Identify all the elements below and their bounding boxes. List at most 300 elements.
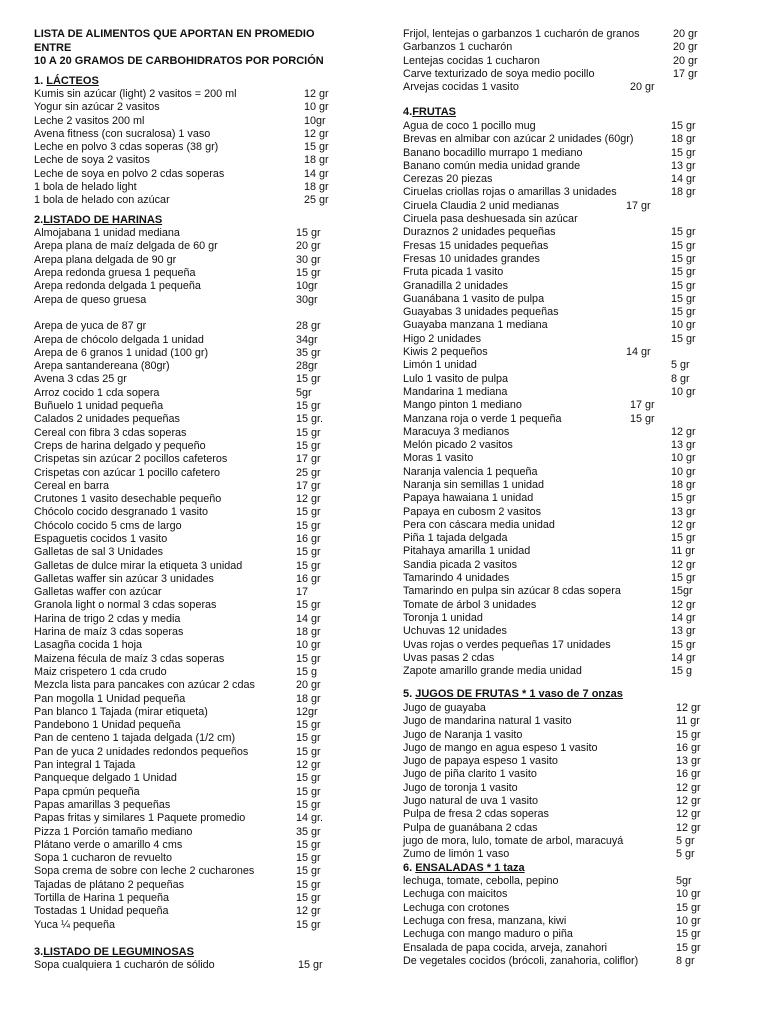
list-item (403, 280, 733, 293)
carb-amount: 16 gr (296, 572, 321, 585)
food-name: Jugo de papaya espeso 1 vasito (403, 755, 558, 768)
carb-amount: 14 gr (304, 167, 329, 180)
food-name: Guanábana 1 vasito de pulpa (403, 292, 545, 305)
list-item (403, 253, 733, 266)
list-item (403, 41, 733, 54)
food-name: Jugo de mango en agua espeso 1 vasito (403, 741, 598, 754)
list-item (34, 520, 334, 533)
list-item (34, 706, 334, 719)
list-item (403, 942, 733, 955)
list-item (403, 702, 733, 715)
food-name: Brevas en almibar con azúcar 2 unidades (60gr) (403, 133, 634, 146)
carb-amount: 13 gr (671, 159, 696, 172)
food-name: Toronja 1 unidad (403, 611, 483, 624)
food-name: Ensalada de papa cocida, arveja, zanahori (403, 941, 608, 954)
carb-amount: 10 gr (676, 888, 701, 901)
list-item (403, 120, 733, 133)
food-name: Lasagña cocida 1 hoja (34, 639, 143, 652)
food-name: Arepa redonda gruesa 1 pequeña (34, 267, 196, 280)
carb-amount: 18 gr (671, 133, 696, 146)
list-item (34, 919, 334, 932)
document-title-line: ENTRE (34, 41, 72, 54)
list-item (34, 128, 334, 141)
list-item (403, 133, 733, 146)
list-item (34, 732, 334, 745)
carb-amount: 13 gr (676, 755, 701, 768)
food-name: Cereal con fibra 3 cdas soperas (34, 426, 187, 439)
food-name: Plátano verde o amarillo 4 cms (34, 838, 183, 851)
food-name: Ciruela Claudia 2 unid medianas (403, 199, 560, 212)
list-item (34, 373, 334, 386)
list-item (403, 822, 733, 835)
food-name: Jugo de mandarina natural 1 vasito (403, 715, 572, 728)
food-name: Lechuga con crotones (403, 901, 510, 914)
list-item (34, 240, 334, 253)
document-title-line: LISTA DE ALIMENTOS QUE APORTAN EN PROMEDIO (34, 28, 315, 40)
food-name: Moras 1 vasito (403, 452, 474, 465)
food-name: Arvejas cocidas 1 vasito (403, 81, 519, 94)
food-name: Guayabas 3 unidades pequeñas (403, 306, 559, 319)
carb-amount: 28 gr (296, 320, 321, 333)
list-item (403, 808, 733, 821)
carb-amount: 15 gr (296, 227, 321, 240)
list-item (34, 427, 334, 440)
carb-amount: 20 gr (673, 41, 698, 54)
food-name: Arepa santandereana (80gr) (34, 360, 170, 373)
section-number: 4. (403, 106, 413, 119)
food-name: Arepa de chócolo delgada 1 unidad (34, 333, 204, 346)
food-name: Naranja valencia 1 pequeña (403, 465, 538, 478)
list-item (34, 533, 334, 546)
carb-amount: 15 gr (296, 865, 321, 878)
carb-amount: 30 gr (296, 253, 321, 266)
list-item (403, 639, 733, 652)
list-item (34, 599, 334, 612)
food-name: Lechuga con mango maduro o piña (403, 928, 573, 941)
list-item (34, 865, 334, 878)
list-item (403, 532, 733, 545)
carb-amount: 10 gr (296, 639, 321, 652)
carb-amount: 12 gr (304, 88, 329, 100)
food-name: Jugo de Naranja 1 vasito (403, 728, 523, 741)
section-number: 5. (403, 688, 416, 701)
carb-amount: 14 gr (671, 173, 696, 186)
list-item (403, 293, 733, 306)
list-item (403, 306, 733, 319)
food-name: Lechuga con maicitos (403, 888, 508, 901)
carb-amount: 15 gr (296, 852, 321, 865)
carb-amount: 5gr (296, 386, 312, 399)
list-item (34, 506, 334, 519)
list-item (34, 679, 334, 692)
food-name: Tamarindo en pulpa sin azúcar 8 cdas sopera (403, 585, 621, 598)
carb-amount: 12 gr (671, 598, 696, 611)
list-item (34, 453, 334, 466)
carb-amount: 15 gr (296, 373, 321, 386)
carb-amount: 12 gr (304, 127, 329, 140)
food-name: Papas fritas y similares 1 Paquete promedio (34, 812, 246, 825)
food-name: Arepa de yuca de 87 gr (34, 320, 147, 333)
list-item (403, 955, 733, 968)
list-item (34, 181, 334, 194)
food-name: Pan de yuca 2 unidades redondos pequeños (34, 745, 249, 758)
food-name: Lentejas cocidas 1 cucharon (403, 54, 540, 67)
list-item (34, 101, 334, 114)
carb-amount: 20 gr (296, 240, 321, 253)
food-name: Uvas pasas 2 cdas (403, 651, 495, 664)
food-name: Crispetas sin azúcar 2 pocillos cafeteros (34, 453, 228, 466)
food-name: Espaguetis cocidos 1 vasito (34, 533, 168, 545)
carb-amount: 15 gr (304, 141, 329, 154)
food-name: Tajadas de plátano 2 pequeñas (34, 878, 185, 891)
list-item (34, 799, 334, 812)
carb-amount: 15 gr (296, 745, 321, 758)
food-name: Galletas de sal 3 Unidades (34, 546, 164, 559)
food-name: Arroz cocido 1 cda sopera (34, 386, 160, 399)
food-name: Mandarina 1 mediana (403, 385, 508, 398)
food-name: Galletas de dulce mirar la etiqueta 3 unidad (34, 559, 243, 572)
food-name: Fresas 10 unidades grandes (403, 252, 540, 265)
carb-amount: 15 gr (296, 838, 321, 851)
carb-amount: 18 gr (304, 154, 329, 167)
section-title: LISTADO DE LEGUMINOSAS (43, 945, 194, 958)
list-item (403, 413, 733, 426)
list-item (403, 226, 733, 239)
list-item (403, 173, 733, 186)
carb-amount: 15 gr (296, 599, 321, 612)
list-item (34, 440, 334, 453)
carb-amount: 15gr (671, 585, 693, 598)
list-item (34, 839, 334, 852)
food-name: Arepa redonda delgada 1 pequeña (34, 280, 201, 293)
section-title: FRUTAS (412, 106, 456, 119)
food-name: Tortilla de Harina 1 pequeña (34, 892, 170, 905)
list-item (403, 213, 733, 226)
food-name: Leche de soya en polvo 2 cdas soperas (34, 167, 225, 180)
list-item (403, 81, 733, 94)
carb-amount: 15 gr (296, 652, 321, 665)
food-name: Pitahaya amarilla 1 unidad (403, 545, 531, 558)
carb-amount: 28gr (296, 360, 318, 373)
list-item (403, 888, 733, 901)
food-name: 1 bola de helado con azúcar (34, 194, 170, 207)
list-item (403, 492, 733, 505)
carb-amount: 12 gr (671, 558, 696, 571)
right-column (403, 28, 733, 968)
carb-amount: 15 gr (671, 119, 696, 132)
carb-amount: 16 gr (676, 768, 701, 781)
food-name: Piña 1 tajada delgada (403, 532, 508, 545)
food-name: Papaya hawaiana 1 unidad (403, 492, 534, 505)
list-item (403, 835, 733, 848)
list-item (403, 55, 733, 68)
food-name: Jugo de toronja 1 vasito (403, 781, 518, 794)
food-name: Papas amarillas 3 pequeñas (34, 798, 171, 811)
list-item (403, 506, 733, 519)
food-name: Carve texturizado de soya medio pocillo (403, 67, 595, 80)
food-name: Yuca ¼ pequeña (34, 918, 116, 931)
list-item (34, 573, 334, 586)
carb-amount: 15 gr (296, 426, 321, 439)
food-name: Papaya en cubosm 2 vasitos (403, 505, 542, 518)
carb-amount: 12 gr (676, 781, 701, 794)
food-name: Ciruelas criollas rojas o amarillas 3 unidades (403, 186, 617, 199)
section-heading (403, 688, 733, 702)
list-item (403, 519, 733, 532)
carb-amount: 10 gr (671, 319, 696, 332)
carb-amount: 15 gr (296, 878, 321, 891)
list-item (403, 373, 733, 386)
carb-amount: 15 gr (671, 252, 696, 265)
carb-amount: 17 gr (630, 399, 655, 412)
list-item (403, 426, 733, 439)
food-name: Arepa de 6 granos 1 unidad (100 gr) (34, 346, 209, 359)
food-name: Leche en polvo 3 cdas soperas (38 gr) (34, 141, 219, 154)
carb-amount: 17 gr (296, 453, 321, 466)
food-name: Manzana roja o verde 1 pequeña (403, 412, 562, 425)
food-name: Jugo de guayaba (403, 701, 486, 714)
food-name: Sopa cualquiera 1 cucharón de sólido (34, 959, 215, 972)
list-item (34, 812, 334, 825)
carb-amount: 15 gr (671, 332, 696, 345)
food-name: Granadilla 2 unidades (403, 279, 509, 292)
carb-amount: 10 gr (676, 914, 701, 927)
list-item (403, 346, 733, 359)
list-item (403, 359, 733, 372)
food-name: Mezcla lista para pancakes con azúcar 2 cdas (34, 679, 255, 692)
list-item (403, 479, 733, 492)
food-name: Fruta picada 1 vasito (403, 266, 504, 279)
carb-amount: 15 gr (296, 785, 321, 798)
food-name: Pan integral 1 Tajada (34, 759, 136, 772)
list-item (403, 625, 733, 638)
list-item (34, 141, 334, 154)
carb-amount: 12 gr (296, 493, 321, 506)
carb-amount: 15 gr (298, 959, 323, 972)
list-item (34, 227, 334, 240)
carb-amount: 18 gr (671, 186, 696, 199)
carb-amount: 12gr (296, 705, 318, 718)
food-name: Creps de harina delgado y pequeño (34, 439, 206, 452)
list-item (34, 267, 334, 280)
list-item (34, 467, 334, 480)
food-name: Banano bocadillo murrapo 1 mediano (403, 146, 583, 159)
carb-amount: 15 gr (671, 239, 696, 252)
carb-amount: 14 gr (626, 346, 651, 359)
carb-amount: 8 gr (671, 372, 690, 385)
carb-amount: 18 gr (671, 479, 696, 491)
section-number: 2. (34, 213, 44, 226)
list-item (34, 480, 334, 493)
carb-amount: 30gr (296, 293, 318, 306)
list-item (403, 755, 733, 768)
left-column (34, 28, 334, 973)
food-name: Higo 2 unidades (403, 332, 482, 345)
list-item (34, 639, 334, 652)
food-name: Agua de coco 1 pocillo mug (403, 119, 536, 132)
document-title-line: 10 A 20 GRAMOS DE CARBOHIDRATOS POR PORCIÓN (34, 55, 324, 67)
list-item (34, 772, 334, 785)
carb-amount: 15 g (296, 665, 318, 678)
food-name: Naranja sin semillas 1 unidad (403, 479, 545, 491)
section-title: JUGOS DE FRUTAS * 1 vaso de 7 onzas (415, 688, 623, 701)
carb-amount: 12 gr (296, 759, 321, 772)
list-item (34, 88, 334, 101)
list-item (34, 493, 334, 506)
carb-amount: 13 gr (671, 439, 696, 452)
carb-amount: 15 gr (296, 546, 321, 559)
section-title: ENSALADAS * 1 taza (415, 861, 525, 874)
food-name: Galletas waffer con azúcar (34, 586, 162, 599)
carb-amount: 5 gr (676, 834, 695, 847)
food-name: Garbanzos 1 cucharón (403, 41, 513, 54)
food-name: Zumo de limón 1 vaso (403, 848, 510, 861)
carb-amount: 20 gr (296, 679, 321, 692)
list-item (34, 693, 334, 706)
list-item (34, 334, 334, 347)
food-name: Crispetas con azúcar 1 pocillo cafetero (34, 466, 221, 479)
list-item (34, 294, 334, 307)
carb-amount: 12 gr (671, 518, 696, 531)
list-item (34, 653, 334, 666)
list-item (34, 852, 334, 865)
carb-amount: 15 gr. (296, 413, 324, 426)
food-name: Cereal en barra (34, 479, 110, 492)
carb-amount: 16 gr (296, 533, 321, 545)
carb-amount: 15 gr (671, 146, 696, 159)
food-name: Melón picado 2 vasitos (403, 439, 513, 452)
carb-amount: 15 gr (671, 306, 696, 319)
list-item (34, 879, 334, 892)
list-item (34, 115, 334, 128)
carb-amount: 20 gr (630, 81, 655, 94)
list-item (34, 194, 334, 207)
food-name: Jugo de piña clarito 1 vasito (403, 768, 537, 781)
list-item (403, 28, 733, 41)
carb-amount: 5gr (676, 875, 692, 888)
carb-amount: 15 gr (676, 941, 701, 954)
section-title: LISTADO DE HARINAS (43, 213, 163, 226)
food-name: Uvas rojas o verdes pequeñas 17 unidades (403, 638, 611, 651)
carb-amount: 15 gr (296, 918, 321, 931)
carb-amount: 10 gr (671, 385, 696, 398)
list-item (34, 586, 334, 599)
list-item (403, 612, 733, 625)
carb-amount: 15 gr (671, 492, 696, 505)
food-name: Papa cpmún pequeña (34, 785, 140, 798)
carb-amount: 13 gr (671, 625, 696, 638)
food-name: Buñuelo 1 unidad pequeña (34, 400, 164, 413)
list-item (403, 915, 733, 928)
spacer (34, 307, 334, 320)
list-item (403, 599, 733, 612)
list-item (34, 320, 334, 333)
food-name: Pan blanco 1 Tajada (mirar etiqueta) (34, 705, 208, 718)
carb-amount: 12 gr (676, 795, 701, 808)
list-item (403, 266, 733, 279)
carb-amount: 15 gr (296, 267, 321, 280)
carb-amount: 15 gr (671, 226, 696, 239)
food-name: 1 bola de helado light (34, 181, 137, 194)
carb-amount: 18 gr (296, 692, 321, 705)
carb-amount: 10 gr (671, 465, 696, 478)
food-name: Uchuvas 12 unidades (403, 625, 507, 638)
food-name: Tostadas 1 Unidad pequeña (34, 905, 169, 918)
list-item (403, 928, 733, 941)
carb-amount: 34gr (296, 333, 318, 346)
list-item (34, 546, 334, 559)
food-name: Maiz crispetero 1 cda crudo (34, 665, 167, 678)
list-item (34, 959, 334, 972)
section-heading (34, 75, 334, 89)
food-name: Limón 1 unidad (403, 359, 477, 372)
carb-amount: 13 gr (671, 505, 696, 518)
carb-amount: 15 gr (676, 728, 701, 741)
list-item (403, 386, 733, 399)
list-item (403, 160, 733, 173)
food-name: Pandebono 1 Unidad pequeña (34, 719, 181, 732)
food-name: Pera con cáscara media unidad (403, 518, 555, 531)
carb-amount: 5 gr (671, 359, 690, 372)
food-name: lechuga, tomate, cebolla, pepino (403, 875, 559, 888)
carb-amount: 35 gr (296, 346, 321, 359)
section-number: 3. (34, 945, 44, 958)
list-item (403, 186, 733, 199)
section-heading (403, 106, 733, 120)
list-item (403, 902, 733, 915)
section-heading (403, 862, 733, 876)
section-heading (34, 214, 334, 228)
list-item (403, 559, 733, 572)
carb-amount: 20 gr (673, 28, 698, 40)
carb-amount: 15 gr (296, 559, 321, 572)
food-name: Avena fitness (con sucralosa) 1 vaso (34, 127, 211, 140)
list-item (34, 759, 334, 772)
carb-amount: 14 gr (671, 611, 696, 624)
food-name: Pan de centeno 1 tajada delgada (1/2 cm) (34, 732, 236, 745)
carb-amount: 8 gr (676, 954, 695, 967)
carb-amount: 15 gr (676, 928, 701, 941)
carb-amount: 18 gr (304, 181, 329, 194)
carb-amount: 17 gr (673, 67, 698, 80)
food-name: Fresas 15 unidades pequeñas (403, 239, 549, 252)
carb-amount: 14 gr (296, 612, 321, 625)
list-item (403, 545, 733, 558)
food-name: Leche de soya 2 vasitos (34, 154, 150, 167)
carb-amount: 15 g (671, 665, 693, 678)
carb-amount: 20 gr (673, 54, 698, 67)
list-item (403, 742, 733, 755)
food-name: Arepa plana delgada de 90 gr (34, 253, 177, 266)
food-name: Pulpa de guanábana 2 cdas (403, 821, 538, 834)
list-item (34, 360, 334, 373)
carb-amount: 15 gr (630, 412, 655, 425)
carb-amount: 15 gr (296, 506, 321, 519)
carb-amount: 15 gr (296, 439, 321, 452)
carb-amount: 15 gr (676, 901, 701, 914)
list-item (34, 666, 334, 679)
food-name: Arepa de queso gruesa (34, 293, 147, 306)
carb-amount: 12 gr (676, 701, 701, 714)
list-item (403, 68, 733, 81)
list-item (34, 746, 334, 759)
list-item (34, 613, 334, 626)
food-name: Tomate de árbol 3 unidades (403, 598, 537, 611)
carb-amount: 15 gr (296, 732, 321, 745)
list-item (34, 347, 334, 360)
carb-amount: 10 gr (304, 101, 329, 114)
food-name: jugo de mora, lulo, tomate de arbol, maracuyá (403, 834, 624, 847)
